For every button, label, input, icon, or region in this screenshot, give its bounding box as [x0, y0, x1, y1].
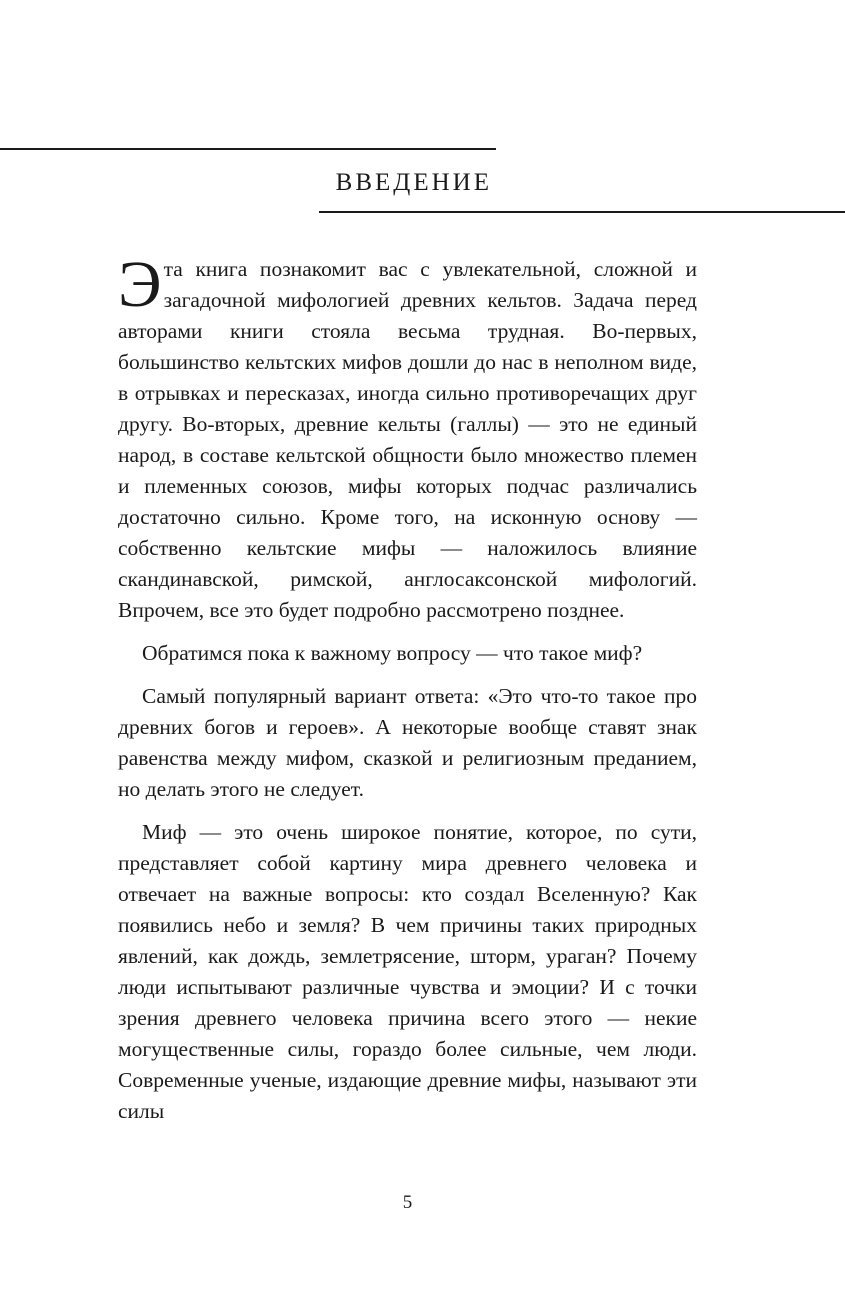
paragraph-4: Миф — это очень широкое понятие, которое, по сути, представляет собой картину мира древнего человека и отвечает на важные вопросы: кто создал Вселенную? Как появились небо и земля? В чем причины таких природных явлений, как дождь, землетрясение, шторм, ураган? Почему люди испытывают различные чувства и эмоции? И с точки зрения древнего человека причина всего этого — некие могущественные силы, гораздо более сильные, чем люди. Современные ученые, издающие древние мифы, называют эти силы — [118, 820, 697, 1123]
paragraph-2: Обратимся пока к важному вопросу — что такое миф? — [142, 641, 643, 665]
heading-rule-top — [0, 148, 496, 150]
chapter-title: ВВЕДЕНИЕ — [335, 169, 492, 196]
heading-rule-bottom — [319, 211, 845, 213]
paragraph-3: Самый популярный вариант ответа: «Это что-то такое про древних богов и героев». А некоторые вообще ставят знак равенства между мифом, сказкой и религиозным преданием, но делать этого не следует. — [118, 684, 697, 801]
body-text — [118, 248, 697, 1127]
page-number: 5 — [402, 1192, 413, 1213]
paragraph-1 — [118, 248, 697, 626]
drop-cap: Э — [118, 248, 162, 321]
paragraph-1-text: та книга познакомит вас с увлекательной, сложной и загадочной мифологией древних кельтов. Задача перед авторами книги стояла весьма трудная. Во-первых, большинство кельтских мифов дошли до нас в неполном виде, в отрывках и пересказах, иногда сильно противоречащих друг другу. Во-вторых, древние кельты (галлы) — это не единый народ, в составе кельтской общности было множество племен и племенных союзов, мифы которых подчас различались достаточно сильно. Кроме того, на исконную основу — собственно кельтские мифы — наложилось влияние скандинавской, римской, англосаксонской мифологий. Впрочем, все это будет подробно рассмотрено позднее. — [118, 257, 697, 622]
